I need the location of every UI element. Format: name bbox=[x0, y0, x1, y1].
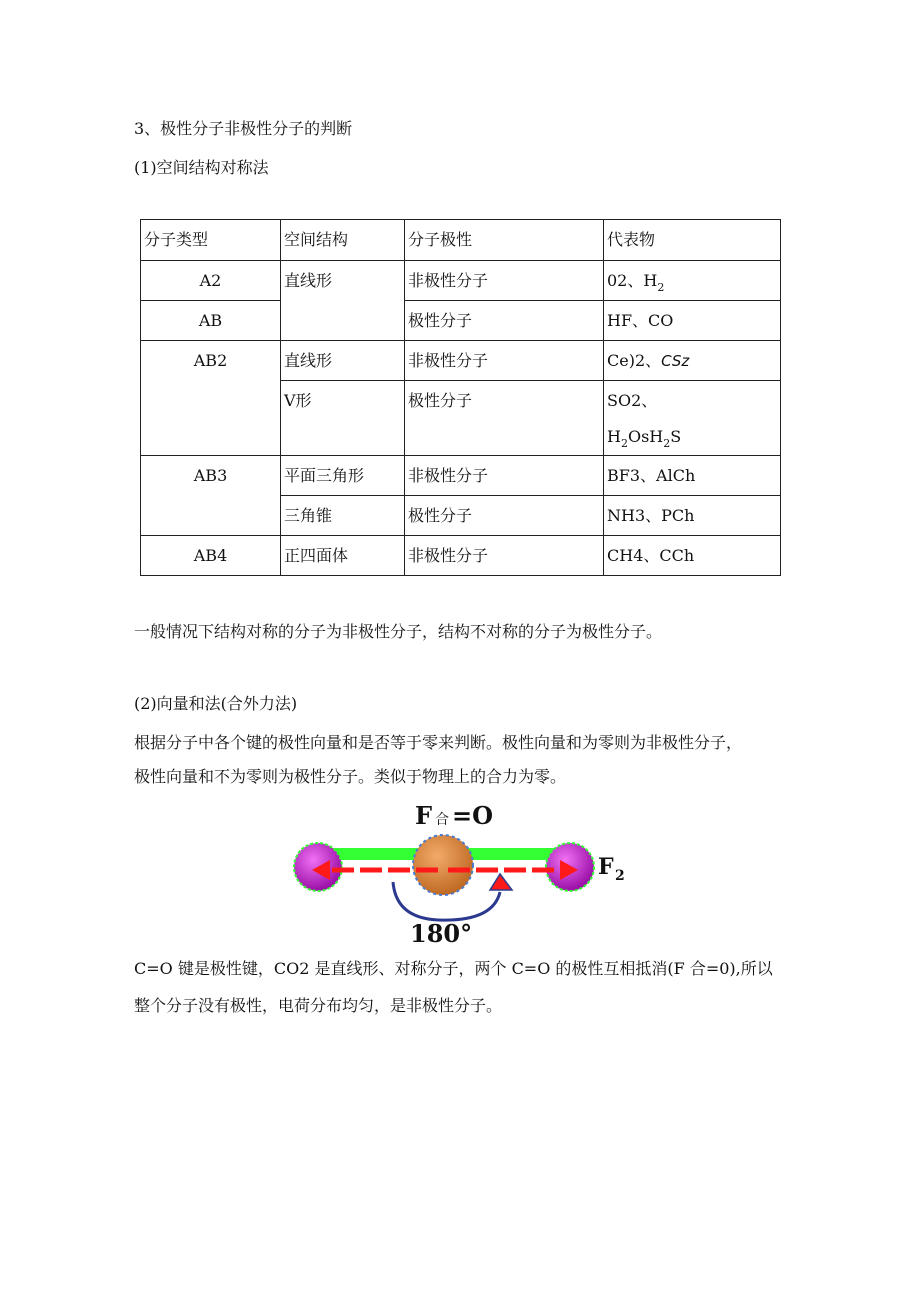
cell-type: AB2 bbox=[193, 351, 228, 370]
cell-representative: Ce)2、CSz bbox=[607, 351, 690, 370]
he-label: 合 bbox=[435, 812, 449, 828]
eq-zero-label: =O bbox=[452, 801, 494, 830]
angle-arc-arrowhead bbox=[490, 874, 512, 890]
method2-text-line1: 根据分子中各个键的极性向量和是否等于零来判断。极性向量和为零则为非极性分子， bbox=[134, 733, 743, 752]
table-row bbox=[141, 301, 781, 341]
cell-representative: BF3、AlCh bbox=[607, 466, 696, 485]
f-label: F bbox=[415, 801, 433, 830]
cell-structure: 直线形 bbox=[284, 271, 333, 290]
cell-representative: NH3、PCh bbox=[607, 506, 695, 525]
cell-polarity: 极性分子 bbox=[408, 311, 473, 330]
cell-polarity: 非极性分子 bbox=[408, 466, 489, 485]
cell-structure: V形 bbox=[284, 391, 312, 410]
summary-text: 一般情况下结构对称的分子为非极性分子，结构不对称的分子为极性分子。 bbox=[134, 622, 663, 641]
cell-representative: 02、$H_2$ bbox=[607, 271, 665, 294]
table-row bbox=[141, 456, 781, 496]
cell-representative: HF、CO bbox=[607, 311, 674, 330]
cell-type: AB3 bbox=[193, 466, 228, 485]
cell-structure: 直线形 bbox=[284, 351, 333, 370]
conclusion-line2: 整个分子没有极性，电荷分布均匀，是非极性分子。 bbox=[134, 996, 503, 1015]
f2-subscript: 2 bbox=[615, 868, 625, 884]
polarity-table bbox=[140, 219, 781, 576]
cell-polarity: 极性分子 bbox=[408, 506, 473, 525]
table-row bbox=[141, 261, 781, 301]
carbon-atom bbox=[413, 835, 473, 895]
method2-text-line2: 极性向量和不为零则为极性分子。类似于物理上的合力为零。 bbox=[134, 767, 567, 786]
cell-type: AB4 bbox=[193, 546, 228, 565]
f2-label: F bbox=[598, 854, 614, 880]
method1-title: (1)空间结构对称法 bbox=[134, 158, 269, 177]
cell-polarity: 极性分子 bbox=[408, 391, 473, 410]
header-type: 分子类型 bbox=[144, 230, 209, 249]
conclusion-line1: C=O 键是极性键，CO2 是直线形、对称分子，两个 C=O 的极性互相抵消(F 合=0),所以 bbox=[134, 959, 773, 978]
cell-representative: CH4、CCh bbox=[607, 546, 695, 565]
cell-type: AB bbox=[198, 311, 223, 330]
table-row bbox=[141, 341, 781, 381]
co2-force-diagram bbox=[288, 800, 638, 948]
section-heading: 3、极性分子非极性分子的判断 bbox=[134, 119, 353, 138]
cell-representative: SO2、 $H_2OsH_2S$ bbox=[607, 391, 682, 450]
cell-structure: 平面三角形 bbox=[284, 466, 365, 485]
cell-polarity: 非极性分子 bbox=[408, 271, 489, 290]
header-structure: 空间结构 bbox=[284, 230, 349, 249]
method2-title: (2)向量和法(合外力法) bbox=[134, 694, 298, 713]
table-row bbox=[141, 536, 781, 576]
header-polarity: 分子极性 bbox=[408, 230, 473, 249]
angle-label: 180° bbox=[410, 919, 473, 948]
cell-polarity: 非极性分子 bbox=[408, 546, 489, 565]
cell-structure: 正四面体 bbox=[284, 546, 349, 565]
table-header-row bbox=[141, 220, 781, 261]
header-representative: 代表物 bbox=[607, 230, 656, 249]
cell-polarity: 非极性分子 bbox=[408, 351, 489, 370]
cell-structure: 三角锥 bbox=[284, 506, 333, 525]
cell-type: A2 bbox=[199, 271, 222, 290]
